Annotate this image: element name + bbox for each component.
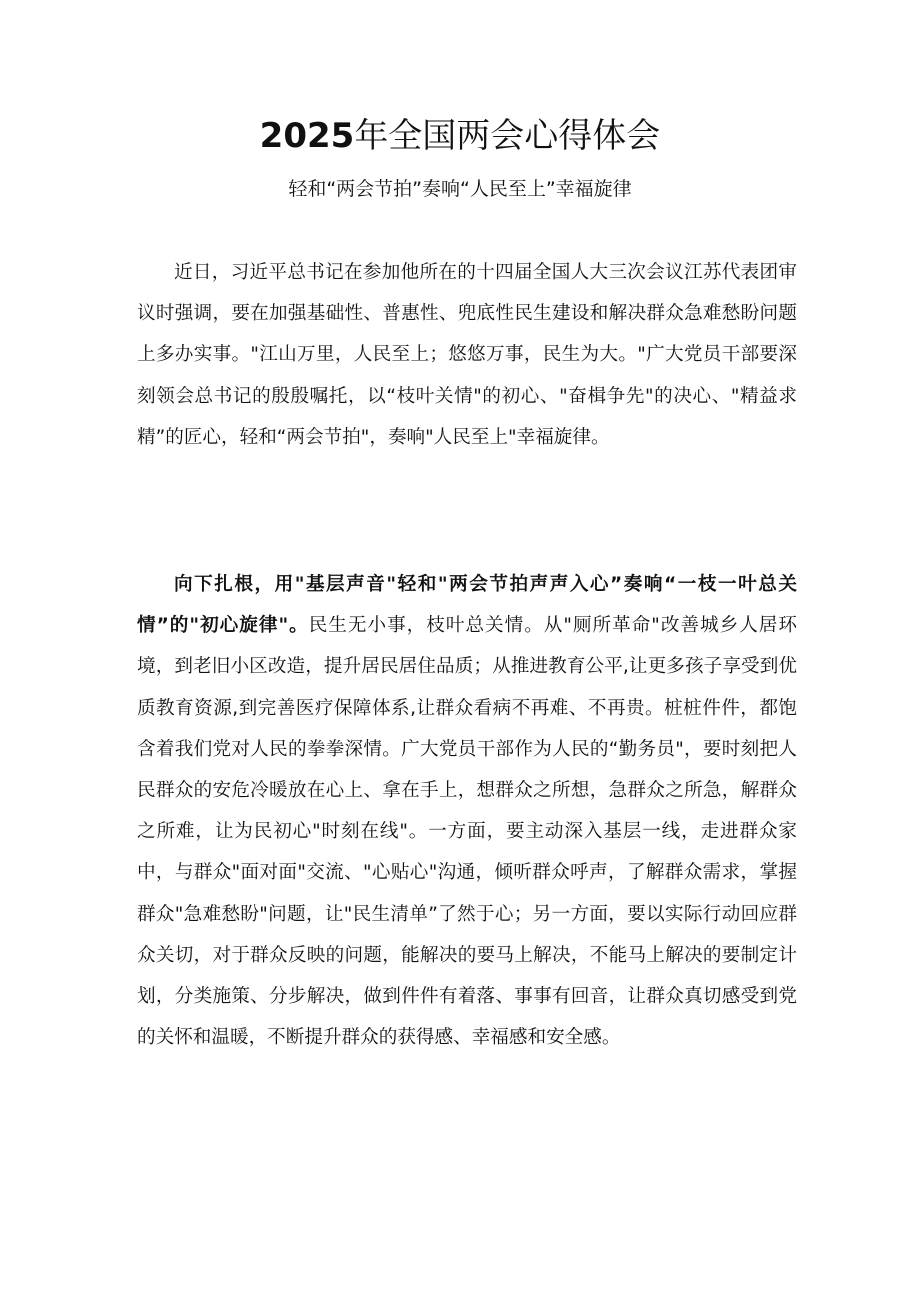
document-subtitle: 轻和“两会节拍”奏响“人民至上”幸福旋律 [288,178,632,200]
paragraph-1 [137,252,797,458]
paragraph-2 [137,564,797,1058]
title-year: 2025 [259,116,355,156]
paragraph-2-lead: 向下扎根，用"基层声音"轻和"两会节拍声声入心”奏响“一枝一叶总关情”的"初心旋律"。 [137,574,797,637]
paragraph-1-text: 近日，习近平总书记在参加他所在的十四届全国人大三次会议江苏代表团审议时强调，要在加强基础性、普惠性、兜底性民生建设和解决群众急难愁盼问题上多办实事。"江山万里，人民至上；悠悠万事，民生为大。"广大党员干部要深刻领会总书记的殷殷嘱托，以“枝叶关情"的初心、"奋楫争先"的决心、"精益求精”的匠心，轻和“两会节拍"，奏响"人民至上"幸福旋律。 [137,262,797,448]
paragraph-2-text: 民生无小事，枝叶总关情。从"厕所革命"改善城乡人居环境，到老旧小区改造，提升居民居住品质；从推进教育公平,让更多孩子享受到优质教育资源,到完善医疗保障体系,让群众看病不再难、不再贵。桩桩件件，都饱含着我们党对人民的拳拳深情。广大党员干部作为人民的“勤务员"，要时刻把人民群众的安危冷暖放在心上、拿在手上，想群众之所想，急群众之所急，解群众之所难，让为民初心"时刻在线"。一方面，要主动深入基层一线，走进群众家中，与群众"面对面"交流、"心贴心"沟通，倾听群众呼声，了解群众需求，掌握群众"急难愁盼"问题，让"民生清单”了然于心；另一方面，要以实际行动回应群众关切，对于群众反映的问题，能解决的要马上解决，不能马上解决的要制定计划，分类施策、分步解决，做到件件有着落、事事有回音，让群众真切感受到党的关怀和温暖，不断提升群众的获得感、幸福感和安全感。 [137,615,797,1049]
title-text: 年全国两会心得体会 [354,116,661,156]
document-title [0,112,920,160]
